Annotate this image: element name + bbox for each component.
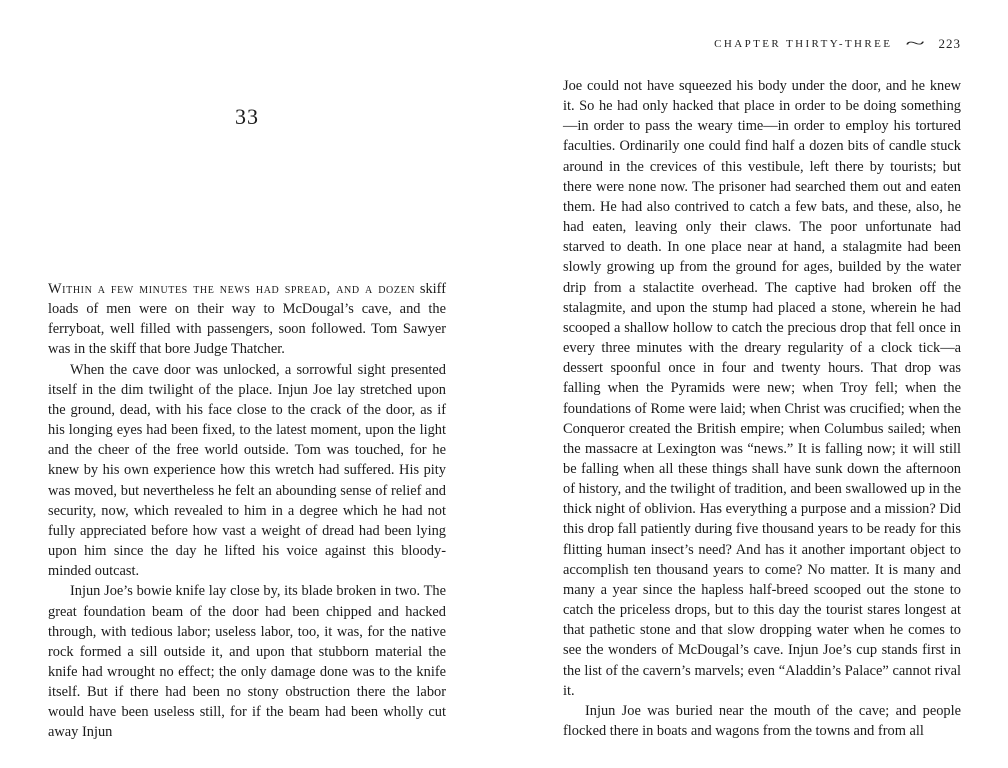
body-paragraph: Injun Joe’s bowie knife lay close by, its blade broken in two. The great foundation beam of the door had been chipped and hacked through, with tedious labor; useless labor, too, it was, for the native rock formed a sill outside it, and upon that stubborn material the knife had wrought no effect; the only damage done was to the knife itself. But if there had been no stony obstruction there the labor would have been useless still, for if the beam had been wholly cut away Injun: [48, 583, 446, 741]
running-head-chapter-title: CHAPTER THIRTY-THREE: [714, 38, 893, 50]
right-page-body: [563, 76, 961, 741]
tilde-ornament-icon: ~: [905, 34, 926, 53]
body-paragraph: Joe could not have squeezed his body under the door, and he knew it. So he had only hacked that place in order to be doing something—in order to pass the weary time—in order to employ his tortured faculties. Ordinarily one could find half a dozen bits of candle stuck around in the crevices of this vestibule, left there by tourists; but there were none now. The prisoner had searched them out and eaten them. He had also contrived to catch a few bats, and these, also, he had eaten, leaving only their claws. The poor unfortunate had starved to death. In one place near at hand, a stalagmite had been slowly growing up from the ground for ages, builded by the water drip from a stalactite overhead. The captive had broken off the stalagmite, and upon the stump had placed a stone, wherein he had scooped a shallow hollow to catch the precious drop that fell once in every three minutes with the dreary regularity of a clock tick—a dessert spoonful once in four and twenty hours. That drop was falling when the Pyramids were new; when Troy fell; when the foundations of Rome were laid; when Christ was crucified; when the Conqueror created the British empire; when Columbus sailed; when the massacre at Lexington was “news.” It is falling now; it will still be falling when all these things shall have sunk down the afternoon of history, and the twilight of tradition, and been swallowed up in the thick night of oblivion. Has everything a purpose and a mission? Did this drop fall patiently during five thousand years to be ready for this flitting human insect’s need? And has it another important object to accomplish ten thousand years to come? No matter. It is many and many a year since the hapless half-breed scooped out the stone to catch the priceless drops, but to this day the tourist stares longest at that pathetic stone and that slow dropping water when he comes to see the wonders of McDougal’s cave. Injun Joe’s cup stands first in the list of the cavern’s marvels; even “Aladdin’s Palace” cannot rival it.: [563, 78, 961, 699]
opening-small-caps: Within a few minutes the news had spread, and a dozen: [48, 281, 416, 297]
running-head: [563, 36, 961, 52]
chapter-opening-paragraph: [48, 279, 446, 360]
body-paragraph: When the cave door was unlocked, a sorrowful sight presented itself in the dim twilight of the place. Injun Joe lay stretched upon the ground, dead, with his face close to the crack of the door, as if his longing eyes had been fixed, to the latest moment, upon the light and the cheer of the free world outside. Tom was touched, for he knew by his own experience how this wretch had suffered. His pity was moved, but nevertheless he felt an abounding sense of relief and security, now, which revealed to him in a degree which he had not fully appreciated before how vast a weight of dread had been lying upon him since the day he lifted his voice against this bloody-minded outcast.: [48, 361, 446, 580]
page-number: 223: [938, 36, 961, 51]
body-paragraph: Injun Joe was buried near the mouth of the cave; and people flocked there in boats and wagons from the towns and from all: [563, 702, 961, 739]
left-page-body: [48, 279, 446, 743]
opening-paragraph-rest: skiff loads of men were on their way to McDougal’s cave, and the ferryboat, well filled with passengers, soon followed. Tom Sawyer was in the skiff that bore Judge Thatcher.: [48, 281, 446, 358]
chapter-number: 33: [235, 104, 259, 129]
